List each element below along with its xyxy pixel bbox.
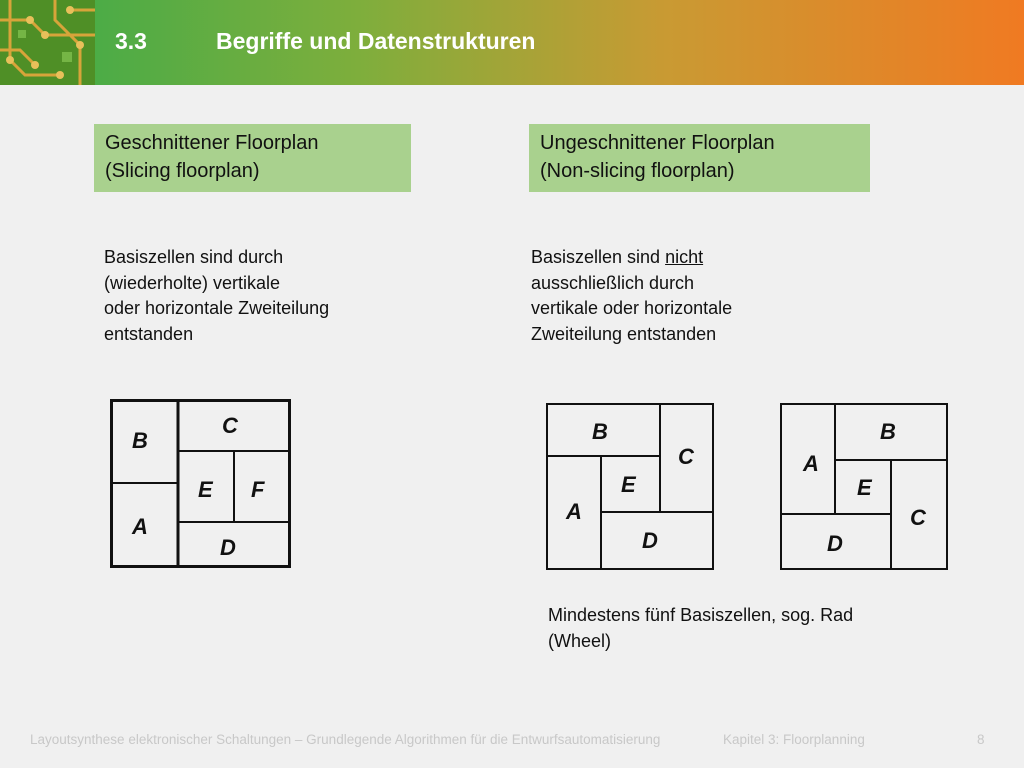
cell-label-A: A [566, 499, 582, 524]
cell-label-D: D [827, 531, 843, 556]
slicing-desc-line: entstanden [104, 323, 194, 344]
non-slicing-desc-line: Zweiteilung entstanden [531, 323, 717, 344]
slicing-desc-line: Basiszellen sind durch [104, 247, 284, 267]
title-bar [0, 0, 1024, 85]
cell-label-A: A [803, 451, 819, 476]
cell-label-D: D [220, 535, 236, 560]
slicing-description [104, 245, 329, 347]
non-slicing-desc-line: vertikale oder horizontale [531, 298, 733, 318]
cell-label-C: C [222, 413, 238, 438]
non-slicing-floorplan-heading [529, 124, 870, 192]
wheel-note-line: Mindestens fünf Basiszellen, sog. Rad [548, 605, 854, 625]
wheel-note-line: (Wheel) [548, 630, 612, 651]
wheel-floorplan-diagram-2 [780, 403, 949, 571]
slide-title: Begriffe und Datenstrukturen [216, 28, 536, 54]
wheel-floorplan-diagram-1 [546, 403, 715, 571]
cell-label-A: A [132, 514, 148, 539]
cell-label-C: C [910, 505, 926, 530]
non-slicing-desc-line [531, 245, 732, 271]
footer-chapter: Kapitel 3: Floorplanning [723, 732, 865, 747]
wheel-note [548, 603, 853, 654]
cell-label-E: E [621, 472, 636, 497]
footer-page-number: 8 [977, 732, 985, 747]
cell-label-E: E [857, 475, 872, 500]
slicing-floorplan-heading [94, 124, 411, 192]
cell-label-B: B [592, 419, 608, 444]
desc-underlined-word: nicht [665, 247, 704, 267]
cell-label-B: B [132, 428, 148, 453]
cell-label-F: F [251, 477, 265, 502]
circuit-board-logo [0, 0, 95, 85]
footer-course: Layoutsynthese elektronischer Schaltungen – Grundlegende Algorithmen für die Entwurfsautomatisierung [30, 732, 661, 747]
non-slicing-heading-line2: (Non-slicing floorplan) [540, 160, 735, 182]
cell-label-D: D [642, 528, 658, 553]
non-slicing-heading-line1: Ungeschnittener Floorplan [540, 132, 775, 154]
slicing-desc-line: (wiederholte) vertikale [104, 272, 281, 293]
non-slicing-description [531, 245, 732, 347]
non-slicing-desc-line: ausschließlich durch [531, 272, 695, 293]
desc-text: Basiszellen sind [531, 247, 666, 267]
cell-label-C: C [678, 444, 694, 469]
cell-label-B: B [880, 419, 896, 444]
section-number: 3.3 [115, 28, 147, 54]
cell-label-E: E [198, 477, 213, 502]
circuit-pattern-icon [0, 0, 95, 85]
slicing-heading-line1: Geschnittener Floorplan [105, 132, 319, 154]
slicing-floorplan-diagram [110, 399, 292, 569]
slicing-desc-line: oder horizontale Zweiteilung [104, 298, 330, 318]
slicing-heading-line2: (Slicing floorplan) [105, 160, 260, 182]
